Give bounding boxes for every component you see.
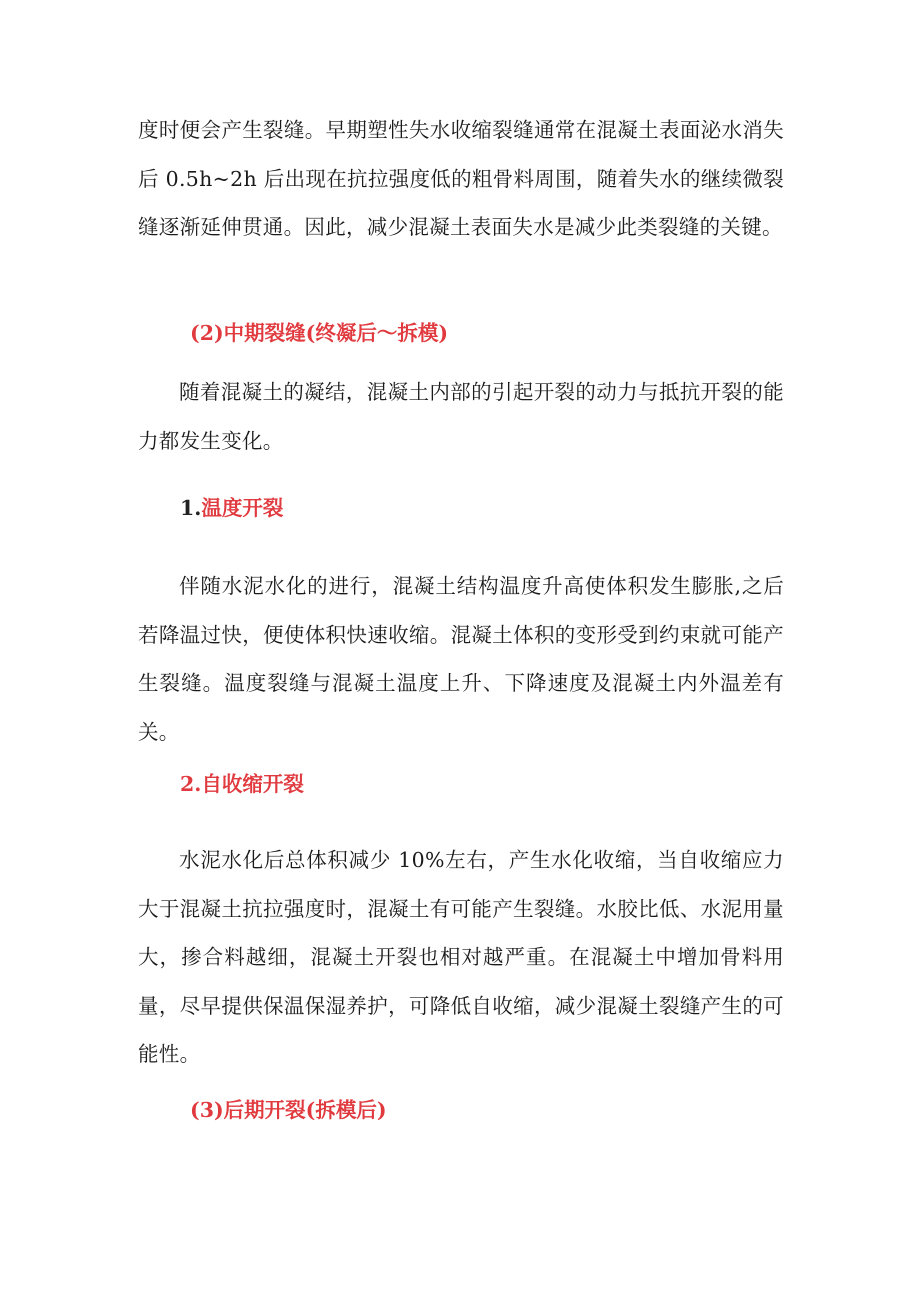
subheading-autogenous-shrinkage [180,769,304,799]
subheading-text: 自收缩开裂 [201,772,304,796]
paragraph-setting-changes: 随着混凝土的凝结，混凝土内部的引起开裂的动力与抵抗开裂的能力都发生变化。 [138,380,784,453]
section-heading-late-cracks: (3)后期开裂(拆模后) [190,1098,387,1122]
subheading-temperature-cracking [180,493,283,523]
section-heading-mid-term-cracks: (2)中期裂缝(终凝后～拆模) [190,321,449,345]
subheading-text: 温度开裂 [201,496,284,520]
paragraph-temperature-cracking: 伴随水泥水化的进行，混凝土结构温度升高使体积发生膨胀,之后若降温过快，便使体积快速收缩。混凝土体积的变形受到约束就可能产生裂缝。温度裂缝与混凝土温度上升、下降速度及混凝土内外温差有关。 [138,574,784,744]
paragraph-plastic-shrinkage: 度时便会产生裂缝。早期塑性失水收缩裂缝通常在混凝土表面泌水消失后 0.5h~2h 后出现在抗拉强度低的粗骨料周围，随着失水的继续微裂缝逐渐延伸贯通。因此，减少混凝土表面失水是减少此类裂缝的关键。 [138,118,784,239]
subheading-number: 2. [180,772,202,796]
paragraph-autogenous-shrinkage: 水泥水化后总体积减少 10%左右，产生水化收缩，当自收缩应力大于混凝土抗拉强度时，混凝土有可能产生裂缝。水胶比低、水泥用量大，掺合料越细，混凝土开裂也相对越严重。在混凝土中增加骨料用量，尽早提供保温保湿养护，可降低自收缩，减少混凝土裂缝产生的可能性。 [138,848,784,1066]
subheading-number: 1. [180,496,202,520]
